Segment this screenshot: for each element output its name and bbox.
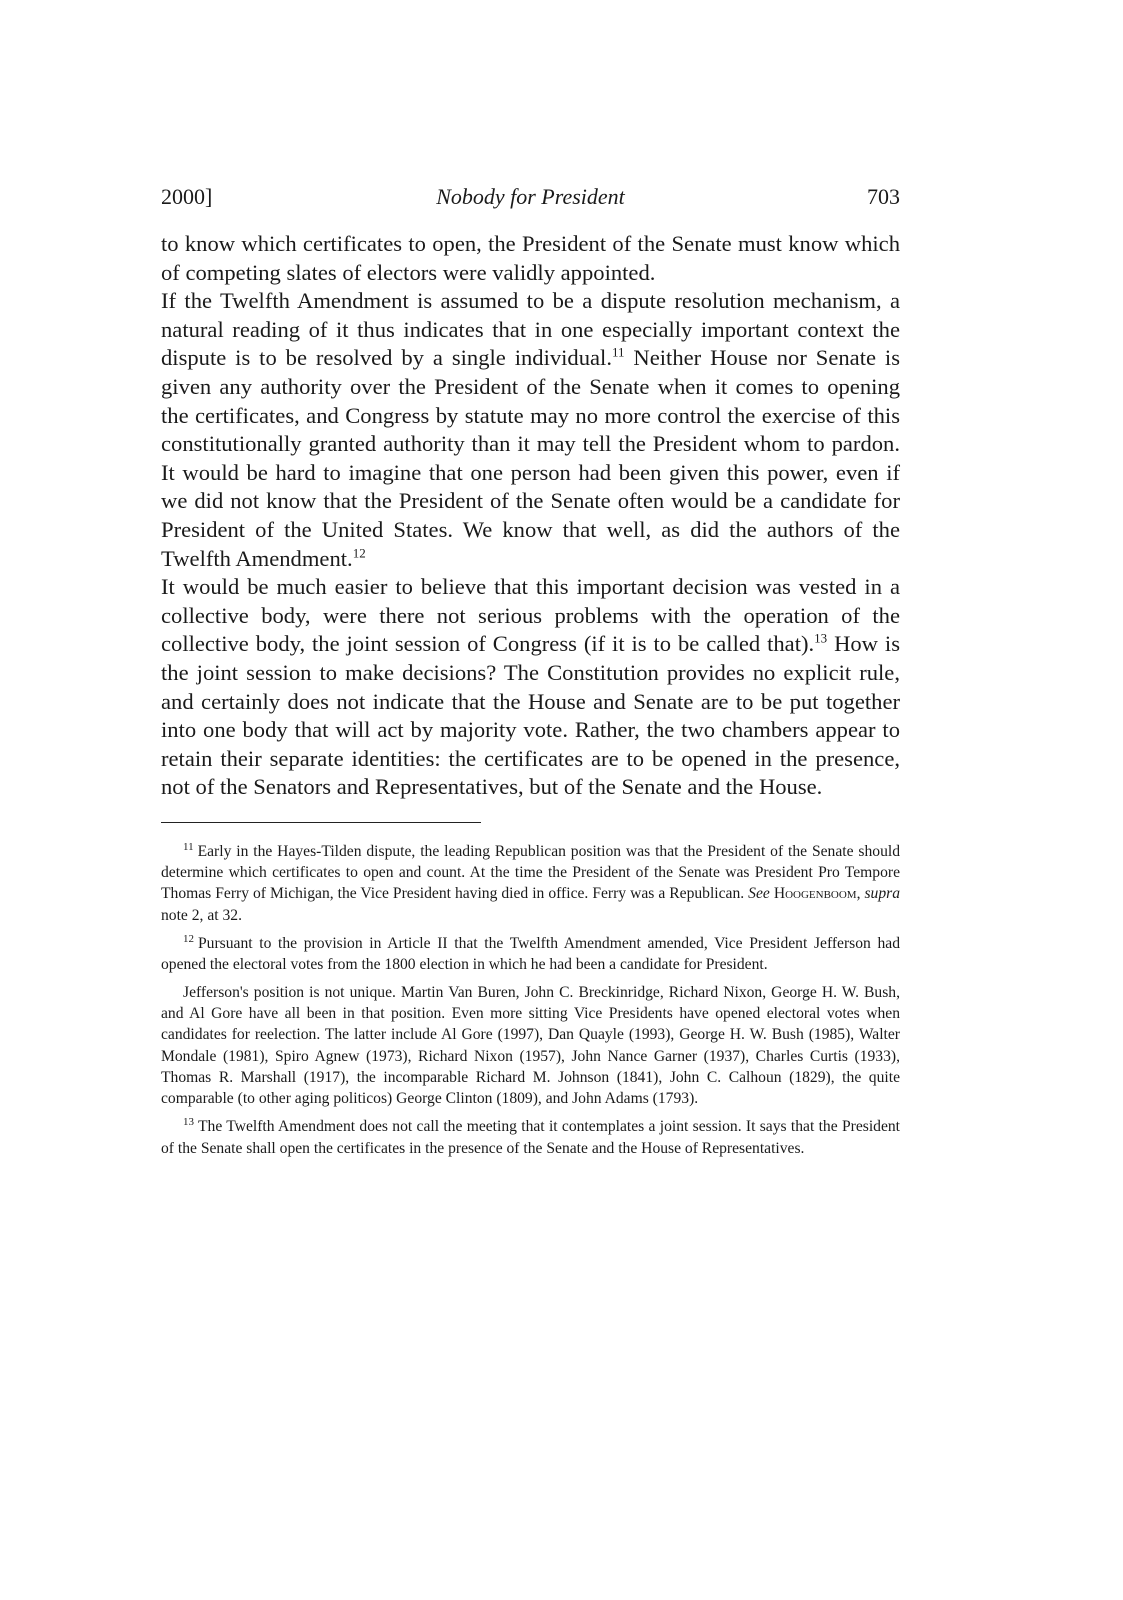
footnote-number: 11 <box>183 840 194 853</box>
citation-author: Hoogenboom <box>773 885 857 903</box>
footnote-11: $^{11}$ Early in the Hayes-Tilden dispute, the leading Republican position was that the President of the Senate should determine which certificates to open and count. At the time the President of the Senate was President Pro Tempore Thomas Ferry of Michigan, the Vice President having died in office. Ferry was a Republican. See Hoogenboom, supra note 2, at 32. <box>161 840 901 924</box>
page-number: 703 <box>867 184 900 209</box>
footnotes <box>161 841 900 1159</box>
footnote-13: $^{13}$ The Twelfth Amendment does not call the meeting that it contemplates a joint session. It says that the President of the Senate shall open the certificates in the presence of the Senate and the House of Representatives. <box>161 1116 900 1157</box>
footnote-divider <box>161 822 481 823</box>
footnote-reference-12[interactable]: 12 <box>352 545 366 560</box>
citation-signal: See <box>748 885 770 903</box>
running-title: Nobody for President <box>436 184 625 209</box>
footnote-12: $^{12}$ Pursuant to the provision in Article II that the Twelfth Amendment amended, Vice President Jefferson had opened the electoral votes from the 1800 election in which he had been a candidate for President. Jefferson's position is not unique. Martin Van Buren, John C. Breckinridge, Richard Nixon, George H. W. Bush, and Al Gore have all been in that position. Even more sitting Vice Presidents have opened electoral votes when candidates for reelection. The latter include Al Gore (1997), Dan Quayle (1993), George H. W. Bush (1985), Walter Mondale (1981), Spiro Agnew (1973), Richard Nixon (1957), John Nance Garner (1937), Charles Curtis (1933), Thomas R. Marshall (1917), the incomparable Richard M. Johnson (1841), John C. Calhoun (1829), the quite comparable (to other aging politicos) George Clinton (1809), and John Adams (1793). <box>161 932 900 1108</box>
footnote-number: 13 <box>183 1116 194 1129</box>
footnote-reference-11[interactable]: 11 <box>611 344 625 360</box>
volume-year: 2000] <box>161 184 213 209</box>
paragraph-twelfth-amendment: If the Twelfth Amendment is assumed to be a dispute resolution mechanism, a natural reading of it thus indicates that in one especially important context the dispute is to be resolved by a single individual.$^{11}$ Neither House nor Senate is given any authority over the President of the Senate when it comes to opening the certificates, and Congress by statute may no more control the exercise of this constitutionally granted authority than it may tell the President whom to pardon. It would be hard to imagine that one person had been given this power, even if we did not know that the President of the Senate often would be a candidate for President of the United States. We know that well, as did the authors of the Twelfth Amendment.$^{12}$ <box>161 288 900 571</box>
body-text <box>161 230 900 802</box>
document-page <box>161 180 900 1166</box>
footnote-reference-13[interactable]: 13 <box>814 630 828 646</box>
paragraph-collective-body: It would be much easier to believe that this important decision was vested in a collective body, were there not serious problems with the operation of the collective body, the joint session of Congress (if it is to be called that).$^{13}$ How is the joint session to make decisions? The Constitution provides no explicit rule, and certainly does not indicate that the House and Senate are to be put together into one body that will act by majority vote. Rather, the two chambers appear to retain their separate identities: the certificates are to be opened in the presence, not of the Senators and Representatives, but of the Senate and the House. <box>161 574 900 800</box>
citation-supra: supra <box>864 885 901 903</box>
footnote-number: 12 <box>183 932 194 945</box>
running-head <box>161 180 900 214</box>
paragraph-continuation: to know which certificates to open, the President of the Senate must know which of competing slates of electors were validly appointed. <box>161 231 900 285</box>
